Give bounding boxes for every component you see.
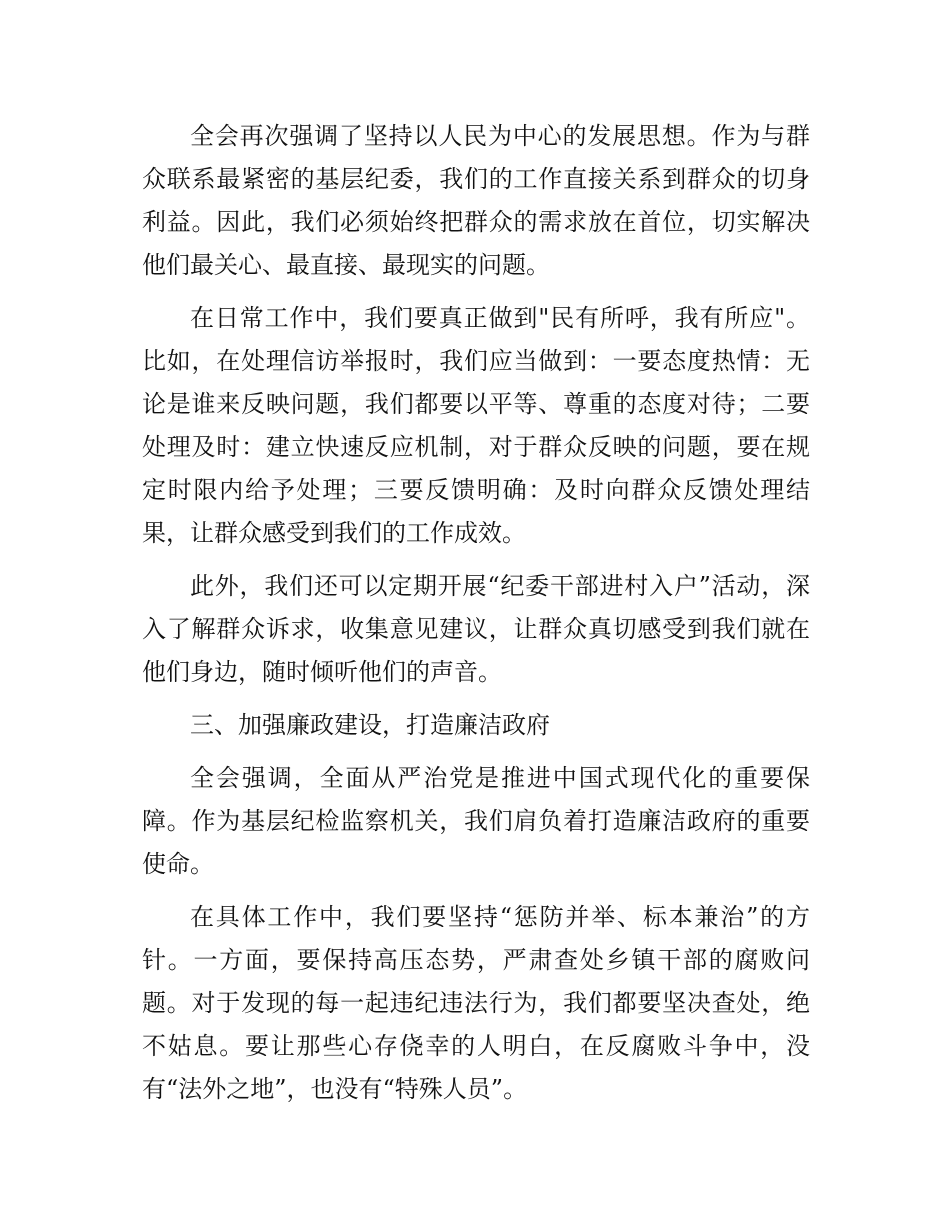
paragraph-specific-work: 在具体工作中，我们要坚持“惩防并举、标本兼治”的方针。一方面，要保持高压态势，严肃查处乡镇干部的腐败问题。对于发现的每一起违纪违法行为，我们都要坚决查处，绝不姑息。要让那些心存侥幸的人明白，在反腐败斗争中，没有“法外之地”，也没有“特殊人员”。: [142, 903, 810, 1103]
paragraph-village-visits: 此外，我们还可以定期开展“纪委干部进村入户”活动，深入了解群众诉求，收集意见建议，让群众真切感受到我们就在他们身边，随时倾听他们的声音。: [142, 572, 810, 686]
section-heading-integrity: 三、加强廉政建设，打造廉洁政府: [190, 711, 550, 739]
paragraph-people-centered: 全会再次强调了坚持以人民为中心的发展思想。作为与群众联系最紧密的基层纪委，我们的工作直接关系到群众的切身利益。因此，我们必须始终把群众的需求放在首位，切实解决他们最关心、最直接、最现实的问题。: [142, 122, 810, 279]
document-body: [142, 115, 810, 1121]
paragraph-daily-work: 在日常工作中，我们要真正做到"民有所呼，我有所应"。比如，在处理信访举报时，我们应当做到：一要态度热情：无论是谁来反映问题，我们都要以平等、尊重的态度对待；二要处理及时：建立快速反应机制，对于群众反映的问题，要在规定时限内给予处理；三要反馈明确：及时向群众反馈处理结果，让群众感受到我们的工作成效。: [142, 304, 810, 547]
paragraph-party-governance: 全会强调，全面从严治党是推进中国式现代化的重要保障。作为基层纪检监察机关，我们肩负着打造廉洁政府的重要使命。: [142, 764, 810, 878]
